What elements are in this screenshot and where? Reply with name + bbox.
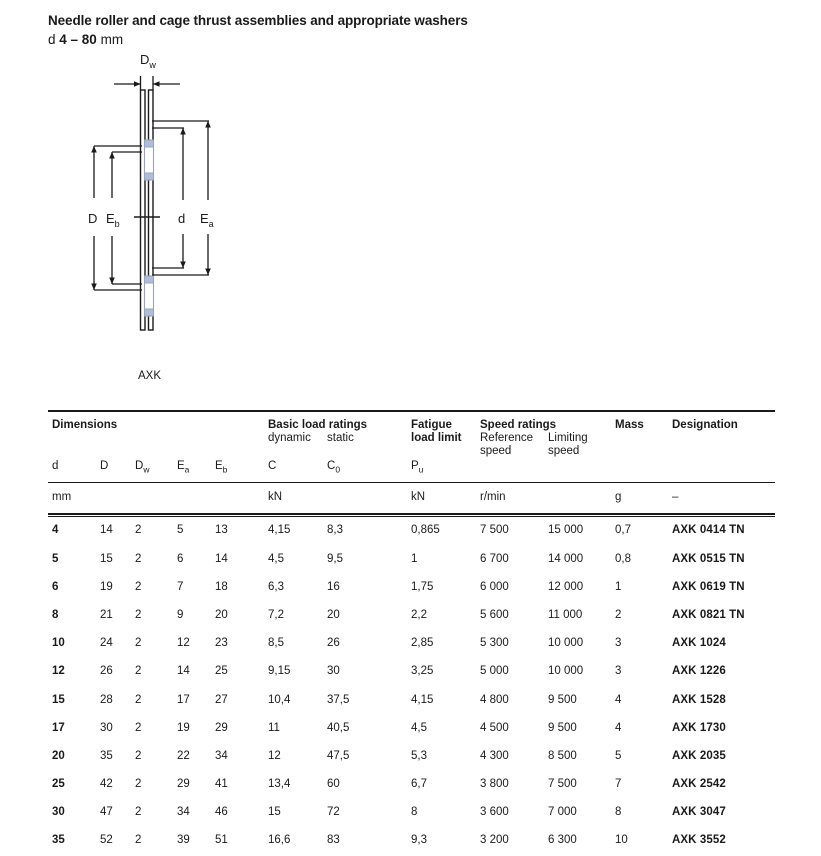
- group-sub-limiting: Limiting: [548, 432, 588, 445]
- cell-d: 8: [52, 608, 59, 621]
- roller-bottom-upper: [145, 276, 154, 283]
- cell-limiting-speed: 7 000: [548, 806, 577, 819]
- cell-d: 25: [52, 778, 65, 791]
- cell-Dw: 2: [135, 580, 142, 593]
- symbol-C0: $C_0$: [327, 460, 341, 475]
- drawing-caption: AXK: [138, 370, 162, 382]
- cell-C0: 30: [327, 665, 340, 678]
- group-header-fatigue: Fatigue load limit: [411, 419, 462, 445]
- table-row: [48, 517, 775, 545]
- cell-Eb: 23: [215, 637, 228, 650]
- cell-reference-speed: 3 200: [480, 834, 509, 847]
- cell-Eb: 20: [215, 608, 228, 621]
- roller-top-upper: [145, 140, 154, 147]
- cell-D: 21: [100, 608, 113, 621]
- cell-designation: AXK 2035: [672, 749, 726, 762]
- cell-Pu: 4,15: [411, 693, 434, 706]
- cell-limiting-speed: 14 000: [548, 552, 584, 565]
- cell-d: 5: [52, 552, 59, 565]
- cell-C0: 16: [327, 580, 340, 593]
- cell-designation: AXK 2542: [672, 778, 726, 791]
- cell-reference-speed: 3 800: [480, 778, 509, 791]
- cell-Eb: 34: [215, 749, 228, 762]
- cell-limiting-speed: 8 500: [548, 749, 577, 762]
- cell-d: 30: [52, 806, 65, 819]
- cell-d: 20: [52, 749, 65, 762]
- cell-Ea: 7: [177, 580, 184, 593]
- cell-Eb: 18: [215, 580, 228, 593]
- cell-C: 6,3: [268, 580, 284, 593]
- table-row: [48, 574, 775, 602]
- cell-Ea: 29: [177, 778, 190, 791]
- cell-Ea: 12: [177, 637, 190, 650]
- cell-reference-speed: 4 800: [480, 693, 509, 706]
- symbol-d: d: [52, 460, 59, 473]
- cell-Pu: 2,2: [411, 608, 427, 621]
- cell-Pu: 5,3: [411, 749, 427, 762]
- cell-C0: 83: [327, 834, 340, 847]
- cell-Dw: 2: [135, 806, 142, 819]
- table-row: [48, 602, 775, 630]
- cell-C: 9,15: [268, 665, 291, 678]
- cell-limiting-speed: 15 000: [548, 524, 584, 537]
- cell-Dw: 2: [135, 778, 142, 791]
- cell-d: 4: [52, 524, 59, 537]
- cell-C: 7,2: [268, 608, 284, 621]
- cell-Dw: 2: [135, 637, 142, 650]
- cell-C0: 9,5: [327, 552, 343, 565]
- cell-Pu: 9,3: [411, 834, 427, 847]
- cell-Pu: 1,75: [411, 580, 434, 593]
- cell-D: 28: [100, 693, 113, 706]
- cell-designation: AXK 3552: [672, 834, 726, 847]
- roller-top-lower: [145, 173, 154, 180]
- table-row: [48, 743, 775, 771]
- cell-Eb: 13: [215, 524, 228, 537]
- cell-Eb: 51: [215, 834, 228, 847]
- cell-reference-speed: 4 300: [480, 749, 509, 762]
- unit-fatigue: kN: [411, 491, 426, 504]
- cell-limiting-speed: 7 500: [548, 778, 577, 791]
- group-header-load-ratings: Basic load ratings dynamic static: [268, 419, 368, 445]
- cell-Eb: 41: [215, 778, 228, 791]
- cell-Ea: 34: [177, 806, 190, 819]
- cell-Pu: 2,85: [411, 637, 434, 650]
- unit-speed: r/min: [480, 491, 506, 504]
- cell-C: 4,5: [268, 552, 284, 565]
- cell-C0: 60: [327, 778, 340, 791]
- label-d-inner: d: [178, 211, 186, 226]
- cell-d: 10: [52, 637, 65, 650]
- cell-Ea: 5: [177, 524, 184, 537]
- table-symbol-header: [48, 454, 775, 482]
- cell-limiting-speed: 9 500: [548, 721, 577, 734]
- group-header-mass: Mass: [615, 419, 644, 432]
- cell-reference-speed: 5 000: [480, 665, 509, 678]
- symbol-C: C: [268, 460, 277, 473]
- bore-range-value: 4 – 80: [59, 32, 97, 47]
- cell-Eb: 27: [215, 693, 228, 706]
- cell-Ea: 22: [177, 749, 190, 762]
- cell-mass: 4: [615, 693, 622, 706]
- cell-mass: 10: [615, 834, 628, 847]
- cell-Dw: 2: [135, 524, 142, 537]
- cell-Dw: 2: [135, 721, 142, 734]
- roller-bottom-lower: [145, 309, 154, 316]
- cell-designation: AXK 0821 TN: [672, 608, 745, 621]
- table-body: [48, 517, 775, 855]
- cell-D: 26: [100, 665, 113, 678]
- label-dw: $D_w$: [140, 52, 156, 70]
- cell-Ea: 17: [177, 693, 190, 706]
- cell-Ea: 6: [177, 552, 184, 565]
- cell-D: 19: [100, 580, 113, 593]
- cell-d: 17: [52, 721, 65, 734]
- group-sub-static: static: [327, 432, 354, 445]
- dim-ea: [152, 121, 211, 275]
- cell-D: 52: [100, 834, 113, 847]
- cell-C: 16,6: [268, 834, 291, 847]
- table-row: [48, 630, 775, 658]
- table-row: [48, 771, 775, 799]
- symbol-Ea: $E_a$: [177, 460, 190, 475]
- cell-Dw: 2: [135, 665, 142, 678]
- cell-D: 30: [100, 721, 113, 734]
- symbol-Pu: $P_u$: [411, 460, 424, 475]
- cell-Ea: 14: [177, 665, 190, 678]
- table-row: [48, 715, 775, 743]
- label-eb: $E_b$: [106, 211, 120, 229]
- cell-d: 15: [52, 693, 65, 706]
- cell-limiting-speed: 9 500: [548, 693, 577, 706]
- cell-limiting-speed: 10 000: [548, 665, 584, 678]
- table-row: [48, 687, 775, 715]
- group-header-speed-ratings: Speed ratings Reference Limiting speed speed: [480, 419, 588, 458]
- cell-reference-speed: 6 700: [480, 552, 509, 565]
- title-bore-range: [48, 31, 768, 49]
- bearing-cross-section-drawing: [80, 52, 310, 348]
- cell-designation: AXK 0515 TN: [672, 552, 745, 565]
- cell-Ea: 19: [177, 721, 190, 734]
- table-row: [48, 546, 775, 574]
- cell-limiting-speed: 6 300: [548, 834, 577, 847]
- cell-C: 8,5: [268, 637, 284, 650]
- cell-Pu: 3,25: [411, 665, 434, 678]
- cell-mass: 3: [615, 665, 622, 678]
- cell-d: 12: [52, 665, 65, 678]
- cell-Eb: 14: [215, 552, 228, 565]
- cell-limiting-speed: 11 000: [548, 608, 583, 621]
- cell-Ea: 9: [177, 608, 184, 621]
- cell-reference-speed: 6 000: [480, 580, 509, 593]
- symbol-D: D: [100, 460, 109, 473]
- cell-Pu: 1: [411, 552, 418, 565]
- cell-d: 35: [52, 834, 65, 847]
- cell-Pu: 4,5: [411, 721, 427, 734]
- cell-designation: AXK 0619 TN: [672, 580, 745, 593]
- cell-D: 35: [100, 749, 113, 762]
- cell-Dw: 2: [135, 749, 142, 762]
- unit-load: kN: [268, 491, 283, 504]
- symbol-Eb: $E_b$: [215, 460, 228, 475]
- cell-C: 11: [268, 721, 280, 734]
- cell-designation: AXK 1226: [672, 665, 726, 678]
- cell-D: 47: [100, 806, 113, 819]
- cell-Dw: 2: [135, 552, 142, 565]
- cell-reference-speed: 7 500: [480, 524, 509, 537]
- cell-C: 13,4: [268, 778, 291, 791]
- cell-C0: 40,5: [327, 721, 350, 734]
- cell-C: 15: [268, 806, 281, 819]
- cell-D: 14: [100, 524, 113, 537]
- cell-C: 10,4: [268, 693, 291, 706]
- cell-limiting-speed: 12 000: [548, 580, 584, 593]
- cell-Pu: 8: [411, 806, 418, 819]
- cell-C0: 37,5: [327, 693, 350, 706]
- cell-D: 42: [100, 778, 113, 791]
- cell-reference-speed: 4 500: [480, 721, 509, 734]
- cell-mass: 3: [615, 637, 622, 650]
- cell-reference-speed: 3 600: [480, 806, 509, 819]
- symbol-Dw: $D_w$: [135, 460, 150, 475]
- table-group-header: [48, 412, 775, 458]
- cell-Pu: 0,865: [411, 524, 440, 537]
- dim-dw: [114, 76, 180, 90]
- cell-designation: AXK 1528: [672, 693, 726, 706]
- cell-reference-speed: 5 600: [480, 608, 509, 621]
- cell-mass: 4: [615, 721, 622, 734]
- cell-mass: 0,8: [615, 552, 631, 565]
- cell-Dw: 2: [135, 834, 142, 847]
- unit-dimensions: mm: [52, 491, 72, 504]
- group-sub-reference: Reference: [480, 432, 534, 445]
- title-primary: Needle roller and cage thrust assemblies and appropriate washers: [48, 13, 468, 28]
- bore-unit: mm: [100, 32, 124, 47]
- page-title: [48, 12, 768, 49]
- cell-limiting-speed: 10 000: [548, 637, 584, 650]
- unit-designation: –: [672, 491, 679, 504]
- cell-C0: 26: [327, 637, 340, 650]
- cell-d: 6: [52, 580, 59, 593]
- cell-C: 4,15: [268, 524, 291, 537]
- cell-Pu: 6,7: [411, 778, 427, 791]
- cell-mass: 8: [615, 806, 622, 819]
- cell-designation: AXK 1730: [672, 721, 726, 734]
- table-row: [48, 799, 775, 827]
- bore-symbol: d: [48, 32, 56, 47]
- label-ea: $E_a$: [200, 211, 214, 229]
- cell-D: 24: [100, 637, 113, 650]
- cell-C: 12: [268, 749, 281, 762]
- group-header-designation: Designation: [672, 419, 738, 432]
- cell-C0: 8,3: [327, 524, 343, 537]
- cell-mass: 7: [615, 778, 622, 791]
- table-row: [48, 658, 775, 686]
- cell-Dw: 2: [135, 693, 142, 706]
- cell-C0: 47,5: [327, 749, 350, 762]
- cell-designation: AXK 3047: [672, 806, 726, 819]
- group-sub-dynamic: dynamic: [268, 432, 311, 445]
- table-row: [48, 827, 775, 855]
- cell-Eb: 25: [215, 665, 228, 678]
- dim-d-inner: [152, 128, 186, 268]
- cell-mass: 5: [615, 749, 622, 762]
- cell-Dw: 2: [135, 608, 142, 621]
- cell-designation: AXK 1024: [672, 637, 726, 650]
- cell-Eb: 46: [215, 806, 228, 819]
- cell-mass: 1: [615, 580, 622, 593]
- cell-mass: 0,7: [615, 524, 631, 537]
- dim-d-outer: [91, 146, 142, 290]
- cell-C0: 72: [327, 806, 340, 819]
- cell-D: 15: [100, 552, 113, 565]
- cell-Ea: 39: [177, 834, 190, 847]
- label-d-outer: D: [88, 211, 98, 226]
- drawing-svg: [80, 52, 310, 348]
- bearing-data-table: [48, 410, 775, 856]
- table-units-row: [48, 483, 775, 513]
- group-header-dimensions: Dimensions: [52, 419, 118, 432]
- cell-mass: 2: [615, 608, 622, 621]
- cell-designation: AXK 0414 TN: [672, 524, 745, 537]
- cell-Eb: 29: [215, 721, 228, 734]
- cell-C0: 20: [327, 608, 340, 621]
- cell-reference-speed: 5 300: [480, 637, 509, 650]
- unit-mass: g: [615, 491, 622, 504]
